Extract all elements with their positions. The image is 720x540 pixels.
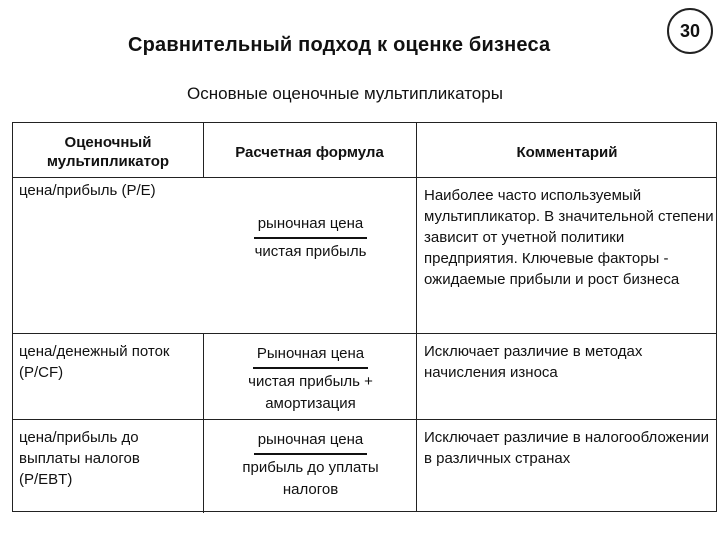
col-divider-1 (203, 333, 204, 513)
row3-multiplier: цена/прибыль до выплаты налогов (P/EBT) (19, 429, 140, 488)
row1-formula-numerator: рыночная цена (254, 213, 368, 239)
slide-subtitle: Основные оценочные мультипликаторы (187, 84, 503, 103)
page-number-badge: 30 (667, 8, 713, 54)
row2-comment: Исключает различие в методах начисления износа (424, 343, 643, 381)
row3-formula-denominator: прибыль до уплаты налогов (242, 459, 379, 498)
slide-title: Сравнительный подход к оценке бизнеса (128, 34, 551, 56)
header-comment: Комментарий (516, 144, 618, 161)
multipliers-table (12, 122, 717, 512)
row-divider-1 (13, 333, 716, 334)
row2-formula-denominator: чистая прибыль + амортизация (248, 373, 373, 412)
header-divider (13, 177, 716, 178)
row3-formula-numerator: рыночная цена (254, 429, 368, 455)
header-formula: Расчетная формула (235, 144, 384, 161)
row-divider-2 (13, 419, 716, 420)
row1-comment: Наиболее часто используемый мультипликатор. В значительной степени зависит от учетной политики предприятия. Ключевые факторы - ожидаемые прибыли и рост бизнеса (424, 187, 714, 288)
row3-comment: Исключает различие в налогообложении в различных странах (424, 429, 710, 467)
col-divider-2 (416, 123, 417, 511)
header-multiplier: Оценочный мультипликатор (46, 134, 170, 170)
row1-multiplier: цена/прибыль (P/E) (19, 182, 156, 199)
row1-formula (218, 213, 403, 263)
row1-formula-denominator: чистая прибыль (254, 243, 367, 260)
row3-formula (218, 429, 403, 501)
row2-formula-numerator: Рыночная цена (253, 343, 368, 369)
row2-multiplier: цена/денежный поток (P/CF) (19, 343, 170, 381)
row2-formula (218, 343, 403, 415)
